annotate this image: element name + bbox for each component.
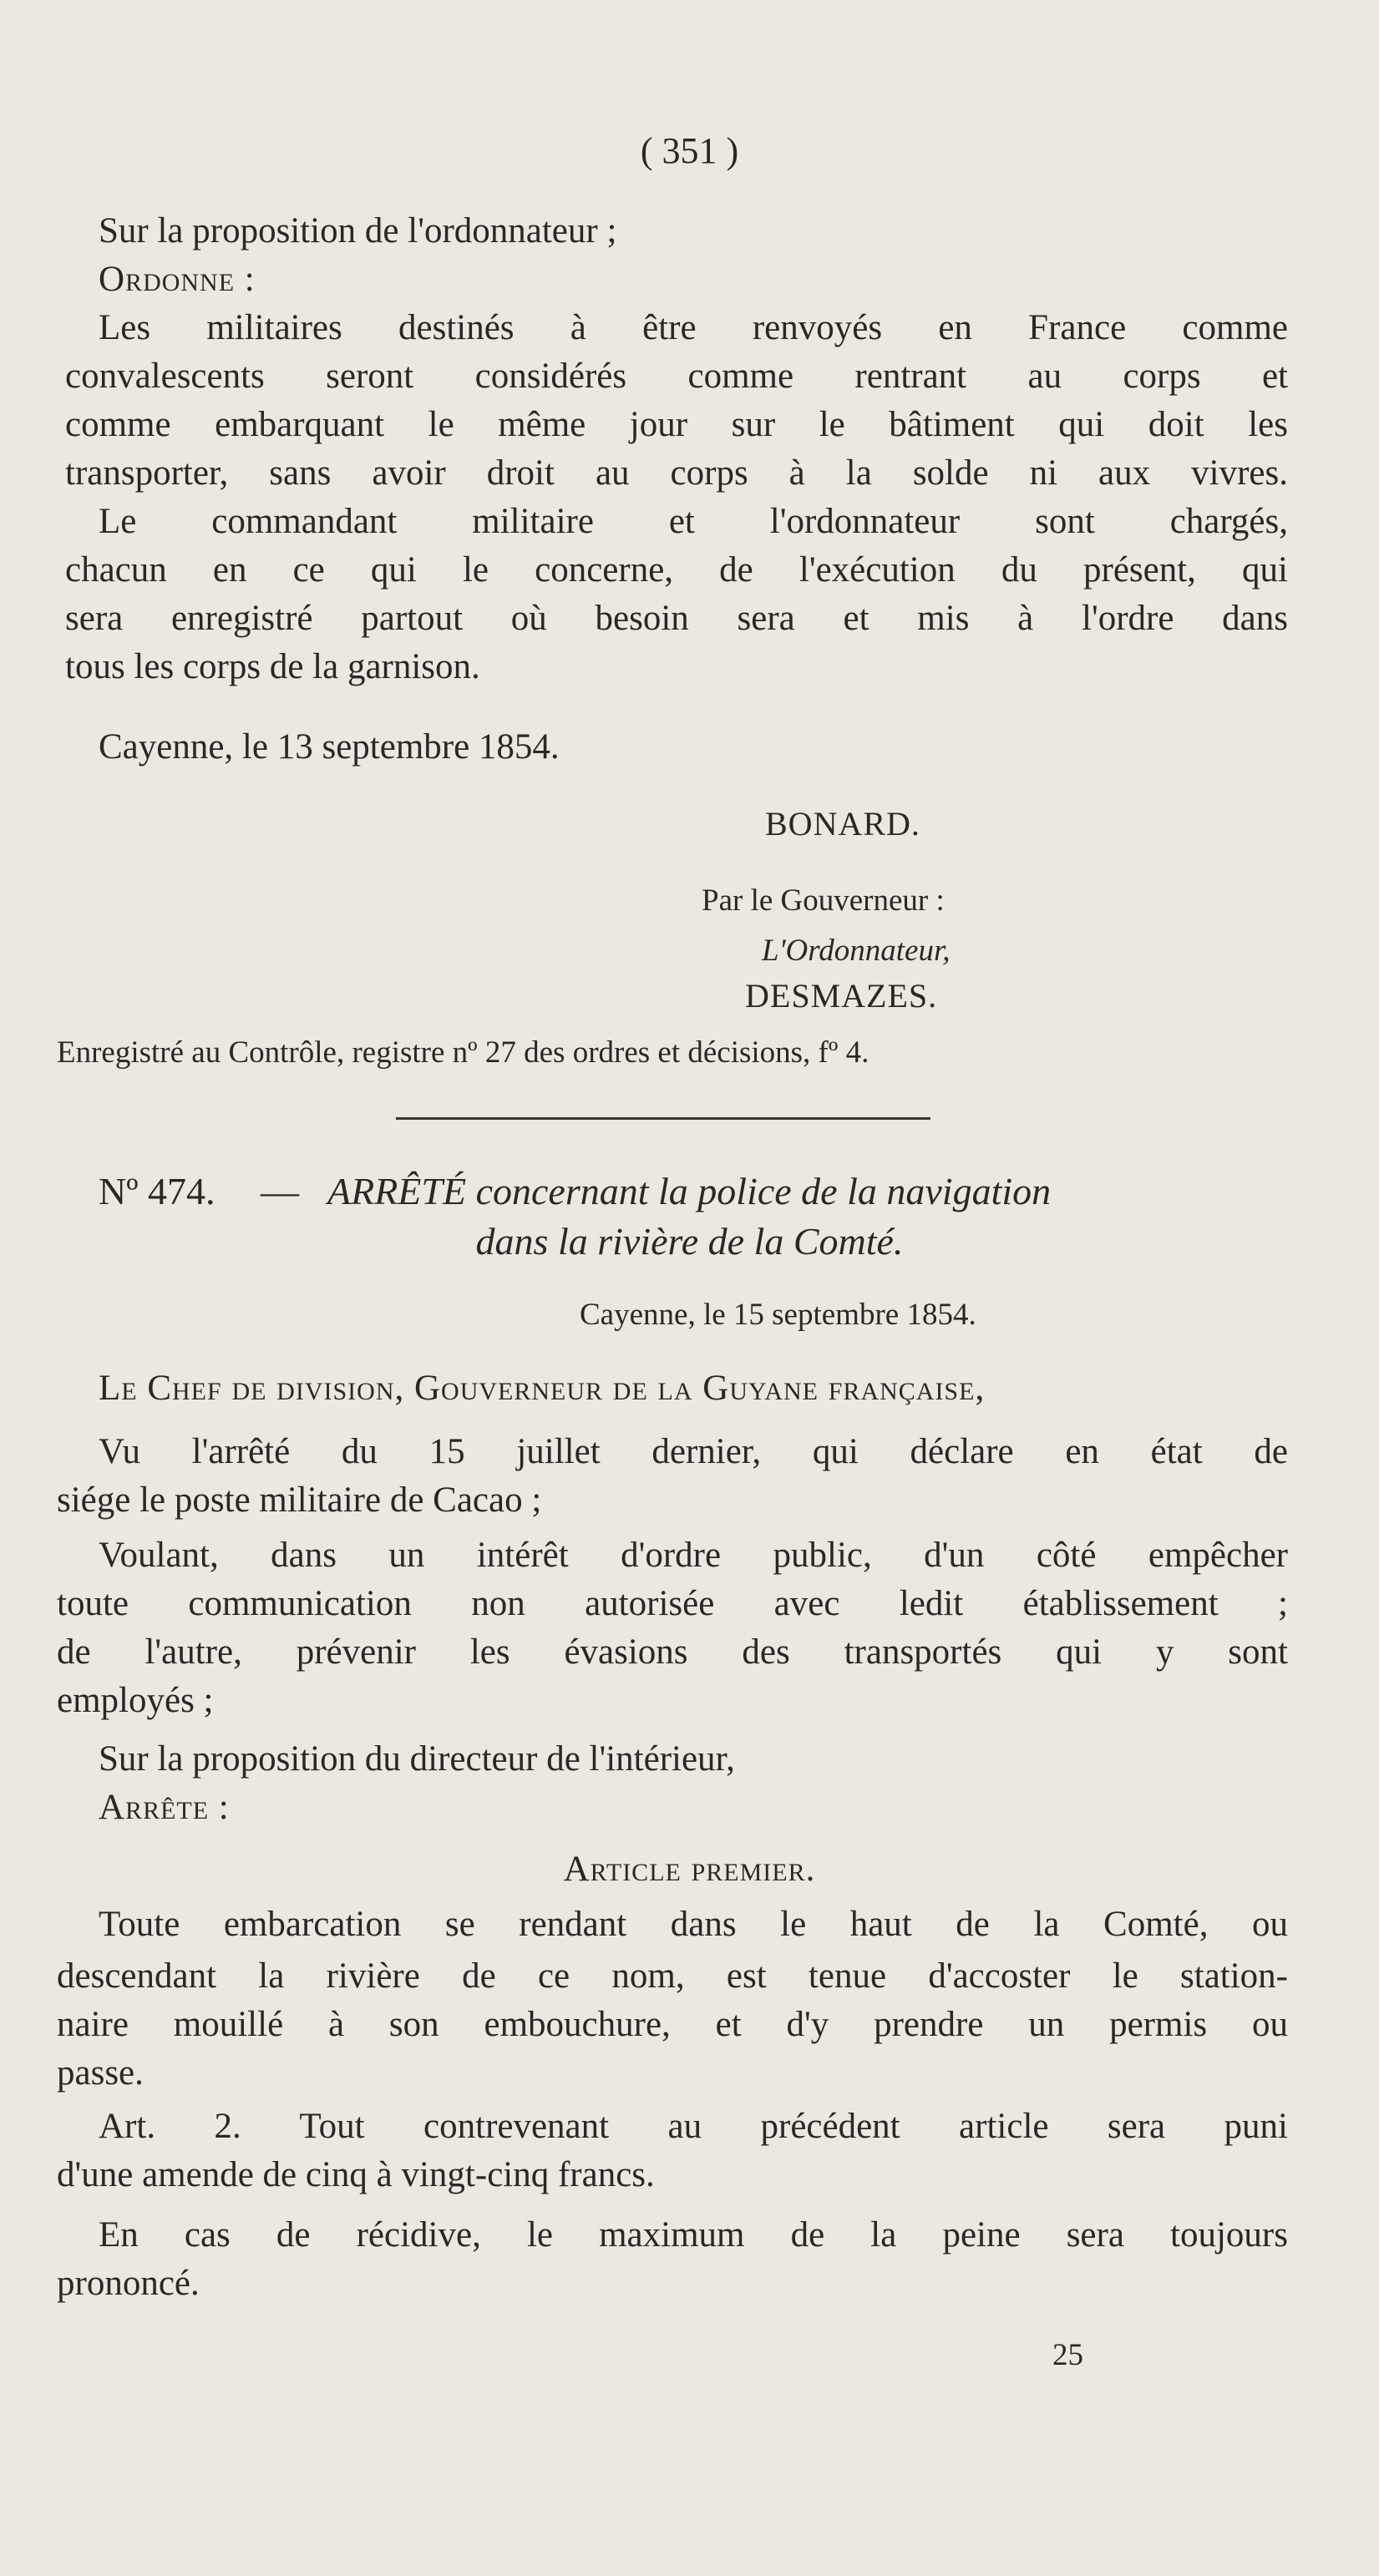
text-line: convalescents seront considérés comme rentrant au corps et	[65, 357, 1288, 396]
text-line: siége le poste militaire de Cacao ;	[57, 1480, 542, 1520]
text-line: Sur la proposition de l'ordonnateur ;	[99, 211, 617, 251]
arrete-date: Cayenne, le 15 septembre 1854.	[580, 1298, 976, 1332]
enregistre-line: Enregistré au Contrôle, registre nº 27 des ordres et décisions, fº 4.	[57, 1035, 869, 1070]
signature-desmazes: DESMAZES.	[745, 977, 938, 1015]
text-line: comme embarquant le même jour sur le bâtiment qui doit les	[65, 405, 1288, 444]
text-line: sera enregistré partout où besoin sera et mis à l'ordre dans	[65, 599, 1288, 638]
text-line: Le Chef de division, Gouverneur de la Guyane française,	[99, 1369, 986, 1408]
signature-mark: 25	[1052, 2338, 1083, 2372]
text-line: descendant la rivière de ce nom, est tenue d'accoster le station-	[57, 1956, 1288, 1996]
text-line: Toute embarcation se rendant dans le haut de la Comté, ou	[99, 1905, 1288, 1944]
text-line: Les militaires destinés à être renvoyés en France comme	[99, 308, 1288, 347]
text-line: tous les corps de la garnison.	[65, 647, 480, 686]
text-line: d'une amende de cinq à vingt-cinq francs.	[57, 2155, 655, 2194]
ordonnateur-label: L'Ordonnateur,	[762, 934, 951, 968]
arrete-number: Nº 474.	[99, 1170, 215, 1212]
date-line: Cayenne, le 13 septembre 1854.	[99, 727, 560, 767]
page-number-header: ( 351 )	[640, 130, 739, 171]
text-line: employés ;	[57, 1681, 214, 1720]
arrete-title-line2: dans la rivière de la Comté.	[475, 1220, 904, 1263]
text-line: toute communication non autorisée avec ledit établissement ;	[57, 1584, 1288, 1623]
text-line: transporter, sans avoir droit au corps à la solde ni aux vivres.	[65, 453, 1288, 493]
arrete-title: ARRÊTÉ concernant la police de la navigation	[327, 1170, 1052, 1212]
text-line: chacun en ce qui le concerne, de l'exécution du présent, qui	[65, 550, 1288, 590]
text-line: Art. 2. Tout contrevenant au précédent article sera puni	[99, 2107, 1288, 2146]
text-line: de l'autre, prévenir les évasions des transportés qui y sont	[57, 1632, 1288, 1672]
text-line: prononcé.	[57, 2264, 200, 2303]
par-le-gouverneur: Par le Gouverneur :	[702, 883, 945, 918]
ordonne-heading: Ordonne :	[99, 260, 256, 299]
text-line: Le commandant militaire et l'ordonnateur sont chargés,	[99, 502, 1288, 541]
arrete-heading: Arrête :	[99, 1788, 230, 1827]
text-line: naire mouillé à son embouchure, et d'y prendre un permis ou	[57, 2005, 1288, 2044]
section-divider	[396, 1117, 930, 1120]
text-line: passe.	[57, 2053, 144, 2093]
text-line: Vu l'arrêté du 15 juillet dernier, qui déclare en état de	[99, 1432, 1288, 1471]
text-line: Voulant, dans un intérêt d'ordre public, d'un côté empêcher	[99, 1536, 1288, 1575]
text-line: Sur la proposition du directeur de l'intérieur,	[99, 1739, 735, 1779]
title-dash: —	[261, 1170, 299, 1212]
article-heading: Article premier.	[563, 1850, 816, 1889]
signature-bonard: BONARD.	[765, 805, 920, 843]
text-line: En cas de récidive, le maximum de la peine sera toujours	[99, 2215, 1288, 2255]
